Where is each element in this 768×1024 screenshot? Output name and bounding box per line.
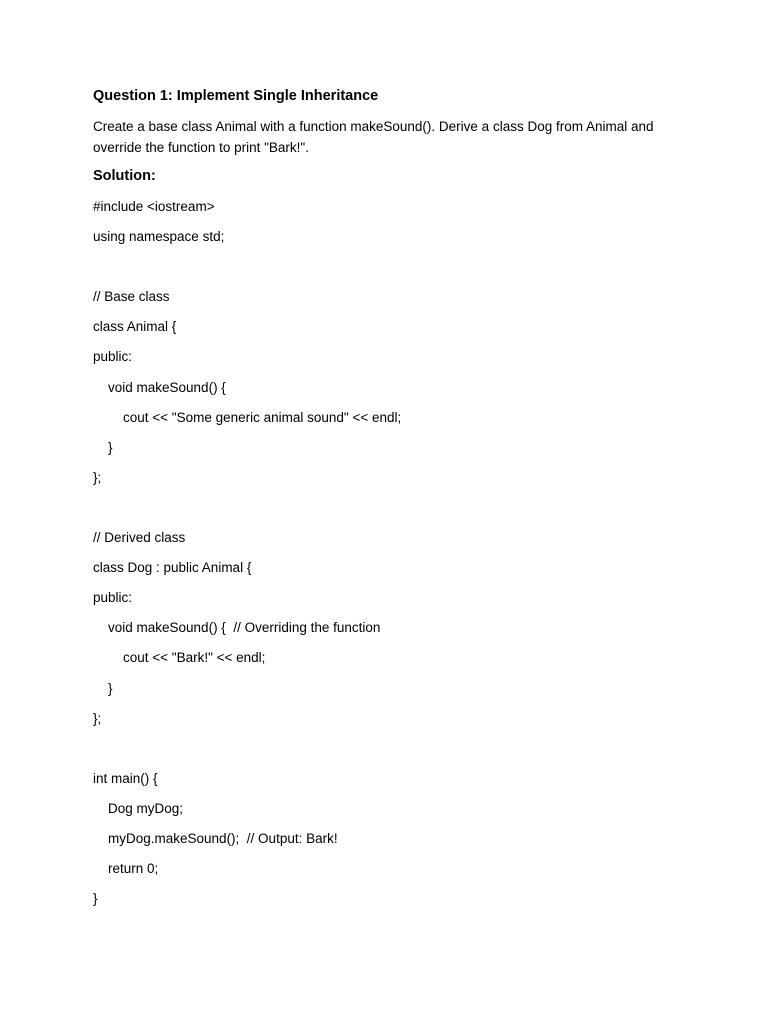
- code-line: void makeSound() {: [93, 379, 226, 395]
- code-line: };: [93, 710, 102, 726]
- code-line: return 0;: [93, 861, 159, 877]
- code-line: [93, 738, 693, 768]
- code-line: using namespace std;: [93, 229, 225, 245]
- code-block: [93, 196, 693, 918]
- code-line: cout << "Bark!" << endl;: [93, 650, 266, 666]
- code-line: }: [93, 439, 113, 455]
- code-line: // Base class: [93, 289, 170, 305]
- code-line: myDog.makeSound(); // Output: Bark!: [93, 830, 338, 846]
- code-line: [93, 497, 693, 527]
- code-line: public:: [93, 349, 133, 365]
- code-line: }: [93, 680, 113, 696]
- code-line: int main() {: [93, 770, 158, 786]
- code-line: public:: [93, 590, 133, 606]
- code-line: // Derived class: [93, 530, 186, 546]
- solution-label: Solution:: [93, 168, 156, 184]
- code-line: }: [93, 891, 98, 907]
- code-line: };: [93, 469, 102, 485]
- code-line: #include <iostream>: [93, 199, 215, 214]
- question-title: Question 1: Implement Single Inheritance: [93, 88, 379, 104]
- code-line: void makeSound() { // Overriding the function: [93, 620, 381, 636]
- question-description: Create a base class Animal with a function makeSound(). Derive a class Dog from Animal and override the function to print "Bark!".: [93, 119, 654, 155]
- code-line: class Animal {: [93, 319, 177, 335]
- code-line: Dog myDog;: [93, 800, 184, 816]
- code-line: [93, 256, 693, 286]
- code-line: class Dog : public Animal {: [93, 560, 252, 576]
- code-line: cout << "Some generic animal sound" << endl;: [93, 409, 402, 425]
- document-page: [93, 86, 693, 918]
